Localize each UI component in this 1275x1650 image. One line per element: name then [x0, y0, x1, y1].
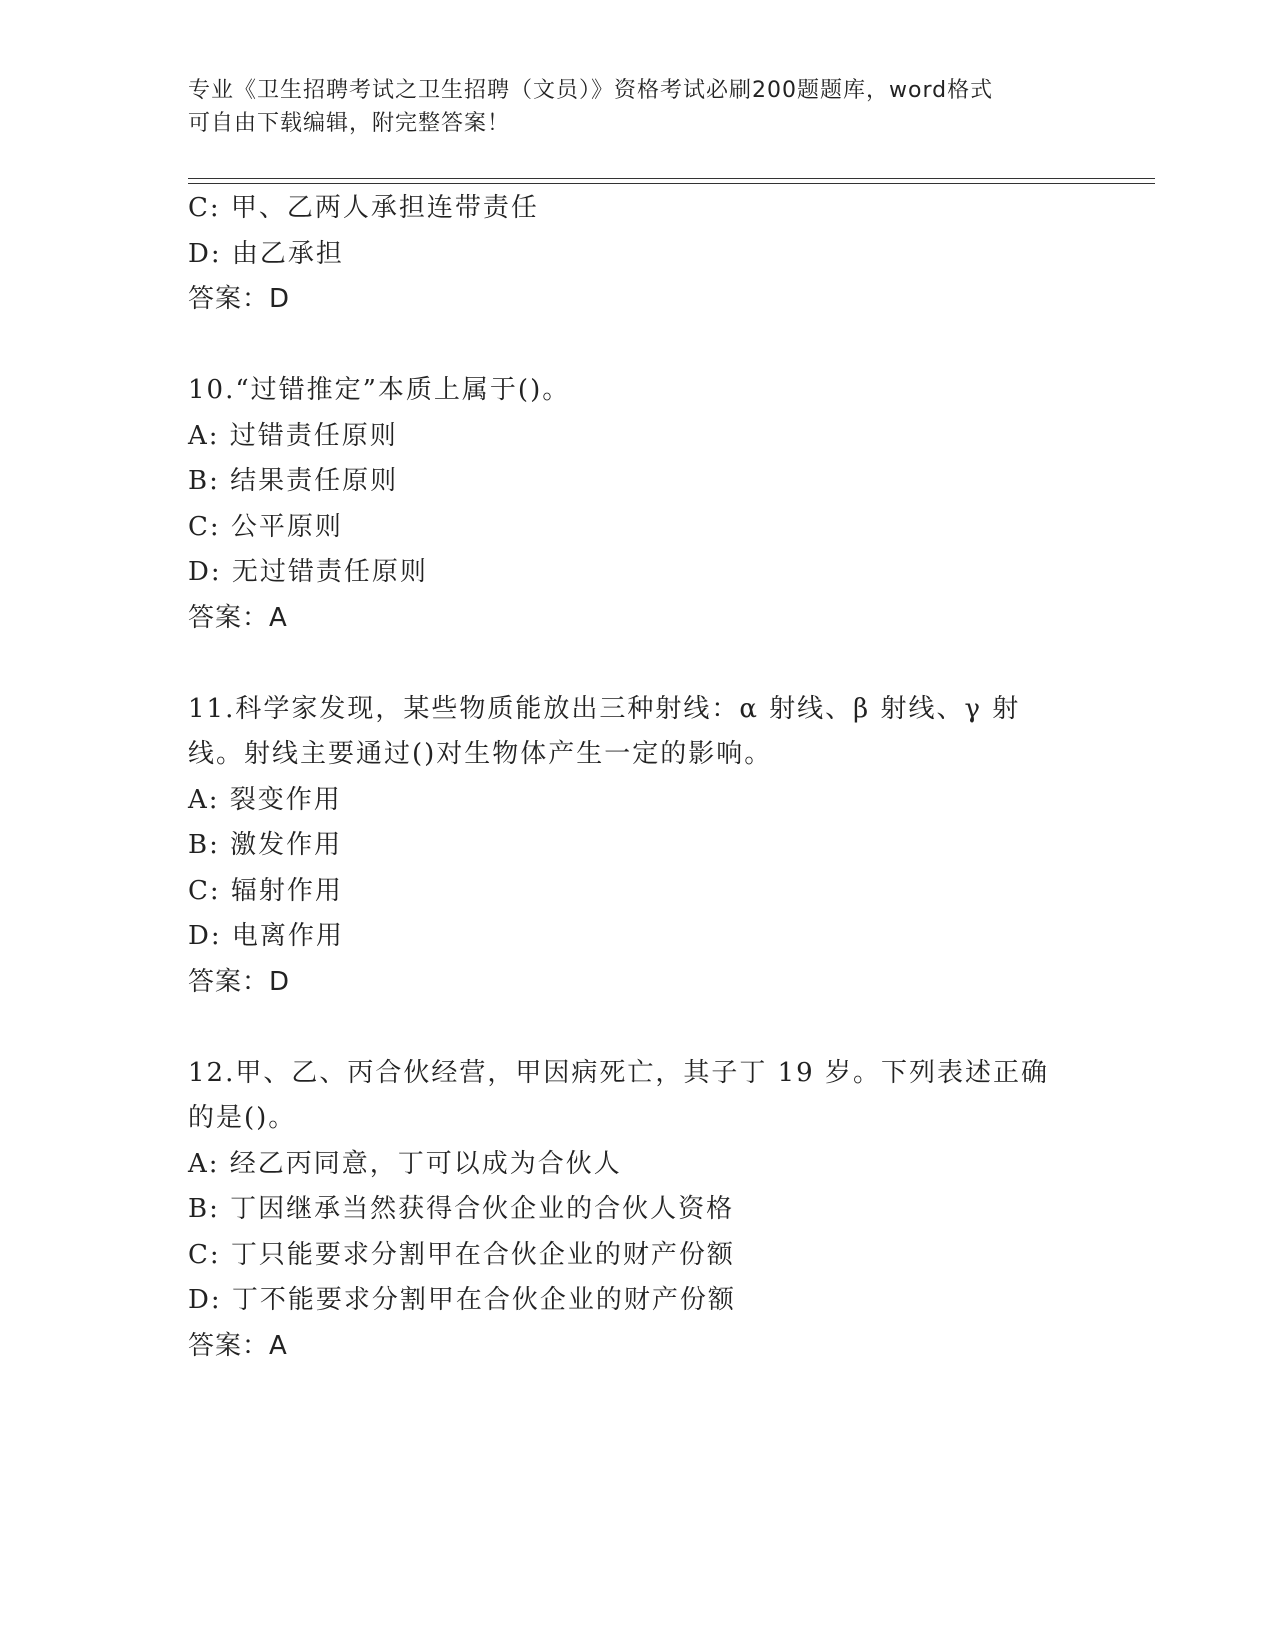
option-d: D: 丁不能要求分割甲在合伙企业的财产份额	[188, 1285, 736, 1315]
question-stem: 10.“过错推定”本质上属于()。	[188, 375, 571, 405]
option-c: C: 公平原则	[188, 511, 343, 542]
option-d: D: 由乙承担	[188, 238, 344, 269]
answer-line: 答案：A	[188, 1330, 288, 1361]
answer-line: 答案：A	[188, 602, 288, 633]
header-divider	[188, 178, 1155, 184]
question-stem: 11.科学家发现，某些物质能放出三种射线：α 射线、β 射线、γ 射线。射线主要通过()对生物体产生一定的影响。	[188, 693, 1021, 769]
answer-line: 答案：D	[188, 284, 291, 314]
option-d: D: 电离作用	[188, 921, 344, 951]
option-a: A: 经乙丙同意，丁可以成为合伙人	[188, 1148, 622, 1179]
option-b: B: 激发作用	[188, 830, 343, 860]
answer-line: 答案：D	[188, 966, 291, 997]
spacer	[188, 1005, 1068, 1051]
option-c: C: 辐射作用	[188, 875, 343, 906]
option-c: C: 丁只能要求分割甲在合伙企业的财产份额	[188, 1239, 735, 1270]
option-d: D: 无过错责任原则	[188, 557, 428, 587]
option-b: B: 结果责任原则	[188, 466, 399, 496]
spacer	[188, 641, 1068, 687]
question-stem: 12.甲、乙、丙合伙经营，甲因病死亡，其子丁 19 岁。下列表述正确的是()。	[188, 1057, 1049, 1133]
option-b: B: 丁因继承当然获得合伙企业的合伙人资格	[188, 1194, 735, 1224]
carryover-question	[188, 186, 1068, 323]
spacer	[188, 323, 1068, 369]
option-a: A: 裂变作用	[188, 784, 342, 815]
document-header	[188, 74, 1068, 140]
question-12	[188, 1051, 1068, 1370]
header-title-line-1: 专业《卫生招聘考试之卫生招聘（文员）》资格考试必刷200题题库，word格式	[188, 78, 994, 103]
question-11	[188, 687, 1068, 1006]
header-title-line-2: 可自由下载编辑，附完整答案！	[188, 111, 511, 136]
option-c: C: 甲、乙两人承担连带责任	[188, 193, 539, 223]
question-list	[188, 186, 1068, 1369]
question-10	[188, 368, 1068, 641]
option-a: A: 过错责任原则	[188, 420, 398, 451]
